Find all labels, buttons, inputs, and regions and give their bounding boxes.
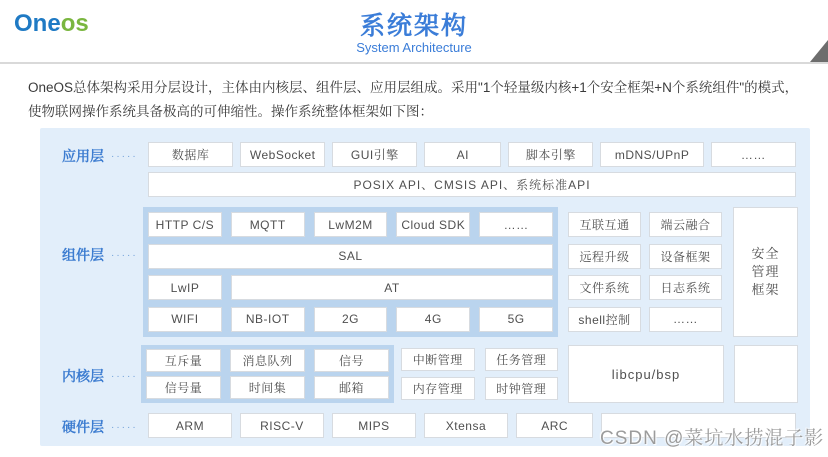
diagram-box: MIPS (332, 413, 416, 438)
architecture-diagram (40, 128, 810, 446)
diagram-box: shell控制 (568, 307, 641, 332)
page-subtitle: System Architecture (356, 40, 472, 55)
layer-label-text: 内核层 (62, 368, 104, 384)
layer-label-kernel (62, 366, 138, 386)
diagram-box: HTTP C/S (148, 212, 222, 237)
diagram-box: RISC-V (240, 413, 324, 438)
layer-label-text: 应用层 (62, 148, 104, 164)
layer-label-text: 组件层 (62, 247, 104, 263)
layer-label-text: 硬件层 (62, 419, 104, 435)
box-row (148, 212, 553, 237)
diagram-box: ARM (148, 413, 232, 438)
security-framework-box (733, 207, 798, 337)
diagram-box: …… (711, 142, 796, 167)
page-title: 系统架构 (359, 12, 468, 40)
diagram-box: WIFI (148, 307, 222, 332)
diagram-box: 内存管理 (401, 377, 475, 400)
application-boxes (148, 142, 796, 167)
diagram-box: MQTT (231, 212, 305, 237)
box-row (568, 212, 722, 237)
description-line-1: OneOS总体架构采用分层设计，主体由内核层、组件层、应用层组成。采用"1个轻量级内核+1个安全框架+N个系统组件"的模式， (28, 80, 799, 95)
csdn-watermark: CSDN @菜坑水捞混子影 (600, 428, 825, 449)
diagram-box: GUI引擎 (332, 142, 417, 167)
box-row (148, 307, 553, 332)
logo-text-one: One (14, 10, 61, 37)
layer-dots: ····· (111, 421, 138, 433)
diagram-box: …… (649, 307, 722, 332)
diagram-box: 4G (396, 307, 470, 332)
component-right-group (568, 207, 722, 337)
diagram-box: 5G (479, 307, 553, 332)
diagram-box: 文件系统 (568, 275, 641, 300)
diagram-box: 日志系统 (649, 275, 722, 300)
layer-label-application (62, 146, 138, 166)
diagram-box: WebSocket (240, 142, 325, 167)
description-paragraph (28, 76, 812, 124)
diagram-box: 远程升级 (568, 244, 641, 269)
box-row (146, 376, 389, 399)
diagram-box: 端云融合 (649, 212, 722, 237)
diagram-box: 信号量 (146, 376, 221, 399)
security-framework-text: 安全管理框架 (751, 246, 780, 297)
box-row (568, 244, 722, 269)
layer-dots: ····· (111, 249, 138, 261)
header-divider (0, 62, 828, 64)
kernel-group (141, 345, 394, 403)
diagram-box: 2G (314, 307, 388, 332)
diagram-box: Cloud SDK (396, 212, 470, 237)
layer-label-component (62, 245, 138, 265)
box-row (148, 244, 553, 269)
diagram-box: Xtensa (424, 413, 508, 438)
diagram-box: 互联互通 (568, 212, 641, 237)
diagram-box: 互斥量 (146, 349, 221, 372)
diagram-box: …… (479, 212, 553, 237)
diagram-box: mDNS/UPnP (600, 142, 703, 167)
diagram-box: 时钟管理 (485, 377, 559, 400)
corner-triangle-icon (810, 40, 828, 62)
layer-label-hardware (62, 417, 138, 437)
diagram-box: NB-IOT (231, 307, 305, 332)
diagram-box: 数据库 (148, 142, 233, 167)
layer-dots: ····· (111, 150, 138, 162)
box-row (568, 307, 722, 332)
box-row (146, 349, 389, 372)
box-row (148, 275, 553, 300)
diagram-box: 时间集 (230, 376, 305, 399)
diagram-box: 脚本引擎 (508, 142, 593, 167)
diagram-box: AT (231, 275, 553, 300)
description-line-2: 使物联网操作系统具备极高的可伸缩性。操作系统整体框架如下图： (28, 104, 433, 119)
logo-text-os: os (60, 10, 89, 37)
diagram-box: 任务管理 (485, 348, 559, 371)
diagram-box: AI (424, 142, 501, 167)
box-row (401, 348, 558, 371)
diagram-box: ARC (516, 413, 593, 438)
diagram-box: SAL (148, 244, 553, 269)
box-row (401, 377, 558, 400)
layer-dots: ····· (111, 370, 138, 382)
diagram-box: 信号 (314, 349, 389, 372)
api-bar-box: POSIX API、CMSIS API、系统标准API (148, 172, 796, 197)
diagram-box: 中断管理 (401, 348, 475, 371)
diagram-box: 消息队列 (230, 349, 305, 372)
box-row (568, 275, 722, 300)
diagram-box: LwM2M (314, 212, 388, 237)
kernel-management-group (401, 348, 558, 400)
component-group (143, 207, 558, 337)
diagram-box: 设备框架 (649, 244, 722, 269)
diagram-box: LwIP (148, 275, 222, 300)
kernel-empty-box (734, 345, 798, 403)
libcpu-bsp-box: libcpu/bsp (568, 345, 724, 403)
diagram-box: 邮箱 (314, 376, 389, 399)
